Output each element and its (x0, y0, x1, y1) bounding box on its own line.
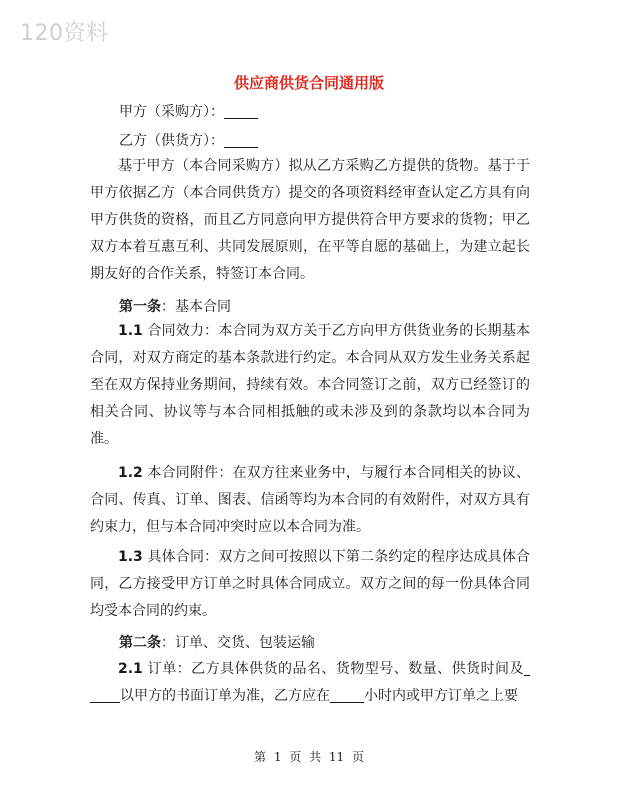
party-b-blank (224, 133, 258, 148)
party-b-line (119, 130, 258, 150)
clause-1-2 (90, 460, 530, 541)
clause-1-3 (90, 544, 530, 625)
clause-2-1-blank-c (330, 688, 364, 703)
intro-paragraph: 基于甲方（本合同采购方）拟从乙方采购乙方提供的货物。基于于甲方依据乙方（本合同供货方）提交的各项资料经审查认定乙方具有向甲方供货的资格，而且乙方同意向甲方提供符合甲方要求的货物；甲乙双方本着互惠互利、共同发展原则，在平等自愿的基础上，为建立起长期友好的合作关系，特签订本合同。 (90, 158, 530, 282)
page-footer: 第 1 页 共 11 页 (254, 750, 364, 764)
party-a-line (119, 101, 258, 121)
clause-2-1-blank-b (90, 688, 120, 703)
clause-2-1-text-a: 订单：乙方具体供货的品名、货物型号、数量、供货时间及 (147, 661, 524, 677)
clause-1-1-text: 合同效力：本合同为双方关于乙方向甲方供货业务的长期基本合同，对双方商定的基本条款进行约定。本合同从双方发生业务关系起至在双方保持业务期间，持续有效。本合同签订之前，双方已经签订的相关合同、协议等与本合同相抵触的或未涉及到的条款均以本合同为准。 (90, 323, 531, 447)
article-1-label: 第一条 (119, 299, 161, 315)
clause-1-2-text: 本合同附件：在双方往来业务中，与履行本合同相关的协议、合同、传真、订单、图表、信函等均为本合同的有效附件，对双方具有约束力，但与本合同冲突时应以本合同为准。 (90, 465, 531, 535)
clause-1-1 (90, 318, 530, 453)
clause-1-3-text: 具体合同：双方之间可按照以下第二条约定的程序达成具体合同，乙方接受甲方订单之时具体合同成立。双方之间的每一份具体合同均受本合同的约束。 (90, 549, 531, 619)
clause-1-2-number: 1.2 (118, 465, 143, 481)
article-1-heading (119, 296, 231, 316)
party-a-blank (224, 104, 258, 119)
clause-2-1-text-c: 小时内或甲方订单之上要 (364, 688, 518, 704)
party-b-label: 乙方（供货方）： (119, 133, 224, 149)
clause-2-1 (90, 656, 530, 710)
article-2-title: ：订单、交货、包装运输 (161, 635, 315, 651)
article-1-title: ：基本合同 (161, 299, 231, 315)
document-title: 供应商供货合同通用版 (233, 74, 384, 92)
clause-2-1-text-b: 以甲方的书面订单为准，乙方应在 (120, 688, 330, 704)
clause-1-1-number: 1.1 (118, 323, 143, 339)
article-2-label: 第二条 (119, 635, 161, 651)
clause-2-1-number: 2.1 (118, 661, 143, 677)
article-2-heading (119, 632, 315, 652)
clause-1-3-number: 1.3 (118, 549, 143, 565)
clause-2-1-blank-a (524, 661, 530, 676)
party-a-label: 甲方（采购方）： (119, 104, 224, 120)
watermark: 120资料 (20, 21, 109, 46)
